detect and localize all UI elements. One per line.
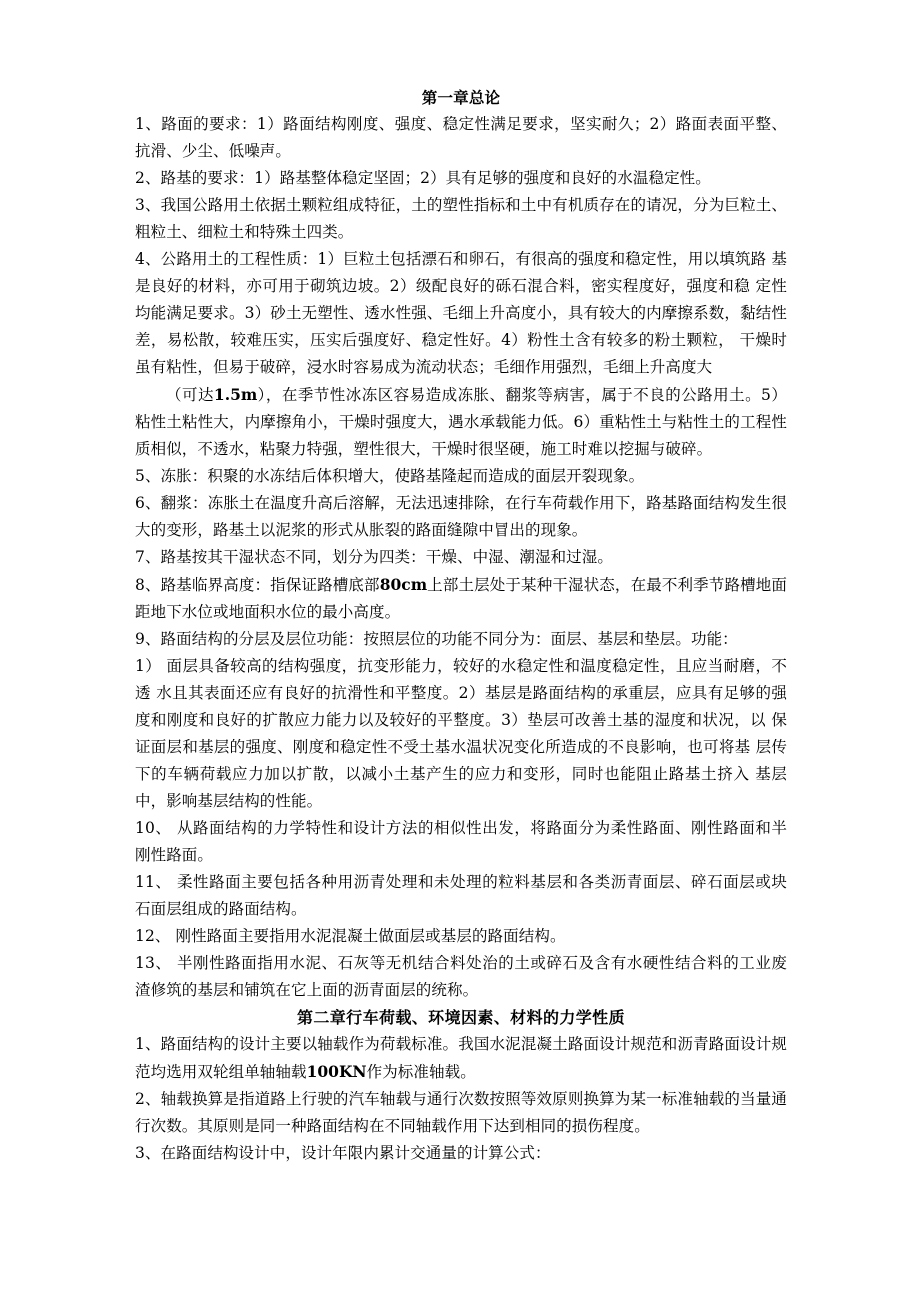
item-4-text-before: （可达 — [166, 386, 214, 404]
item-4-text-after: ），在季节性冰冻区容易造成冻胀、翻浆等病害，属于不良的公路用土。5）粘性土粘性大，内摩擦角小，干燥时强度大，遇水承载能力低。6）重粘性土与粘性土的工程性质相似，不透水，粘聚力特强，塑性很大，干燥时很坚硬，施工时难以挖掘与破碎。 — [135, 386, 787, 458]
paragraph-item-8 — [135, 571, 787, 626]
ch2-item-1-bold-value: 100KN — [306, 1062, 367, 1081]
chapter-1-heading: 第一章总论 — [421, 88, 501, 107]
paragraph-item-4-continuation — [135, 381, 787, 463]
paragraph-item-3: 3、我国公路用土依据土颗粒组成特征，土的塑性指标和土中有机质存在的请况，分为巨粒土、粗粒土、细粒土和特殊土四类。 — [135, 196, 787, 241]
chapter-2-heading: 第二章行车荷载、环境因素、材料的力学性质 — [296, 1008, 625, 1027]
paragraph-item-12: 12、 刚性路面主要指用水泥混凝土做面层或基层的路面结构。 — [135, 927, 566, 945]
paragraph-ch2-item-3: 3、在路面结构设计中，设计年限内累计交通量的计算公式： — [135, 1144, 551, 1162]
item-8-text-before: 8、路基临界高度：指保证路槽底部 — [135, 576, 380, 594]
paragraph-ch2-item-2: 2、轴载换算是指道路上行驶的汽车轴载与通行次数按照等效原则换算为某一标准轴载的当量通行次数。其原则是同一种路面结构在不同轴载作用下达到相同的损伤程度。 — [135, 1090, 787, 1135]
ch2-item-1-text-before: 1、路面结构的设计主要以轴载作为荷载标准。我国水泥混凝土路面设计规范和沥青路面设计规范均选用双轮组单轴轴载 — [135, 1035, 787, 1081]
paragraph-item-11: 11、 柔性路面主要包括各种用沥青处理和未处理的粒料基层和各类沥青面层、碎石面层或块 石面层组成的路面结构。 — [135, 873, 787, 918]
paragraph-item-6: 6、翻浆：冻胀土在温度升高后溶解，无法迅速排除，在行车荷载作用下，路基路面结构发生很大的变形，路基土以泥浆的形式从胀裂的路面缝隙中冒出的现象。 — [135, 494, 787, 539]
paragraph-item-13: 13、 半刚性路面指用水泥、石灰等无机结合料处治的土或碎石及含有水硬性结合料的工业废 渣修筑的基层和铺筑在它上面的沥青面层的统称。 — [135, 954, 787, 999]
paragraph-ch2-item-1 — [135, 1031, 787, 1086]
item-8-text-after: 上部土层处于某种干湿状态，在最不利季节路槽地面距地下水位或地面积水位的最小高度。 — [135, 576, 787, 621]
paragraph-item-4: 4、公路用土的工程性质：1）巨粒土包括漂石和卵石，有很高的强度和稳定性，用以填筑路 基是良好的材料，亦可用于砌筑边坡。2）级配良好的砾石混合料，密实程度好，强度和稳 定性均能满足要求。3）砂土无塑性、透水性强、毛细上升高度小，具有较大的内摩擦系数，黏结性差，易松散，较难压实，压实后强度好、稳定性好。4）粉性土含有较多的粉土颗粒， 干燥时虽有粘性，但易于破碎，浸水时容易成为流动状态；毛细作用强烈，毛细上升高度大 — [135, 250, 787, 376]
paragraph-item-9: 9、路面结构的分层及层位功能：按照层位的功能不同分为：面层、基层和垫层。功能： — [135, 630, 738, 648]
item-8-bold-value: 80cm — [379, 575, 428, 594]
paragraph-item-10: 10、 从路面结构的力学特性和设计方法的相似性出发，将路面分为柔性路面、刚性路面和半 刚性路面。 — [135, 819, 787, 864]
paragraph-item-2: 2、路基的要求：1）路基整体稳定坚固；2）具有足够的强度和良好的水温稳定性。 — [135, 169, 711, 187]
paragraph-item-7: 7、路基按其干湿状态不同，划分为四类：干燥、中湿、潮湿和过湿。 — [135, 548, 613, 566]
document-body — [135, 84, 787, 1167]
ch2-item-1-text-after: 作为标准轴载。 — [366, 1063, 476, 1081]
paragraph-item-1: 1、路面的要求：1）路面结构刚度、强度、稳定性满足要求，坚实耐久；2）路面表面平整、 抗滑、少尘、低噪声。 — [135, 115, 787, 160]
item-4-bold-value: 1.5m — [213, 385, 258, 404]
paragraph-item-9-sub: 1） 面层具备较高的结构强度，抗变形能力，较好的水稳定性和温度稳定性，且应当耐磨，不透 水且其表面还应有良好的抗滑性和平整度。2）基层是路面结构的承重层，应具有足够的强 度和刚度和良好的扩散应力能力以及较好的平整度。3）垫层可改善土基的湿度和状况，以 保证面层和基层的强度、刚度和稳定性不受土基水温状况变化所造成的不良影响，也可将基 层传下的车辆荷载应力加以扩散，以减小土基产生的应力和变形，同时也能阻止路基土挤入 基层中，影响基层结构的性能。 — [135, 657, 787, 810]
paragraph-item-5: 5、冻胀：积聚的水冻结后体积增大，使路基隆起而造成的面层开裂现象。 — [135, 467, 645, 485]
